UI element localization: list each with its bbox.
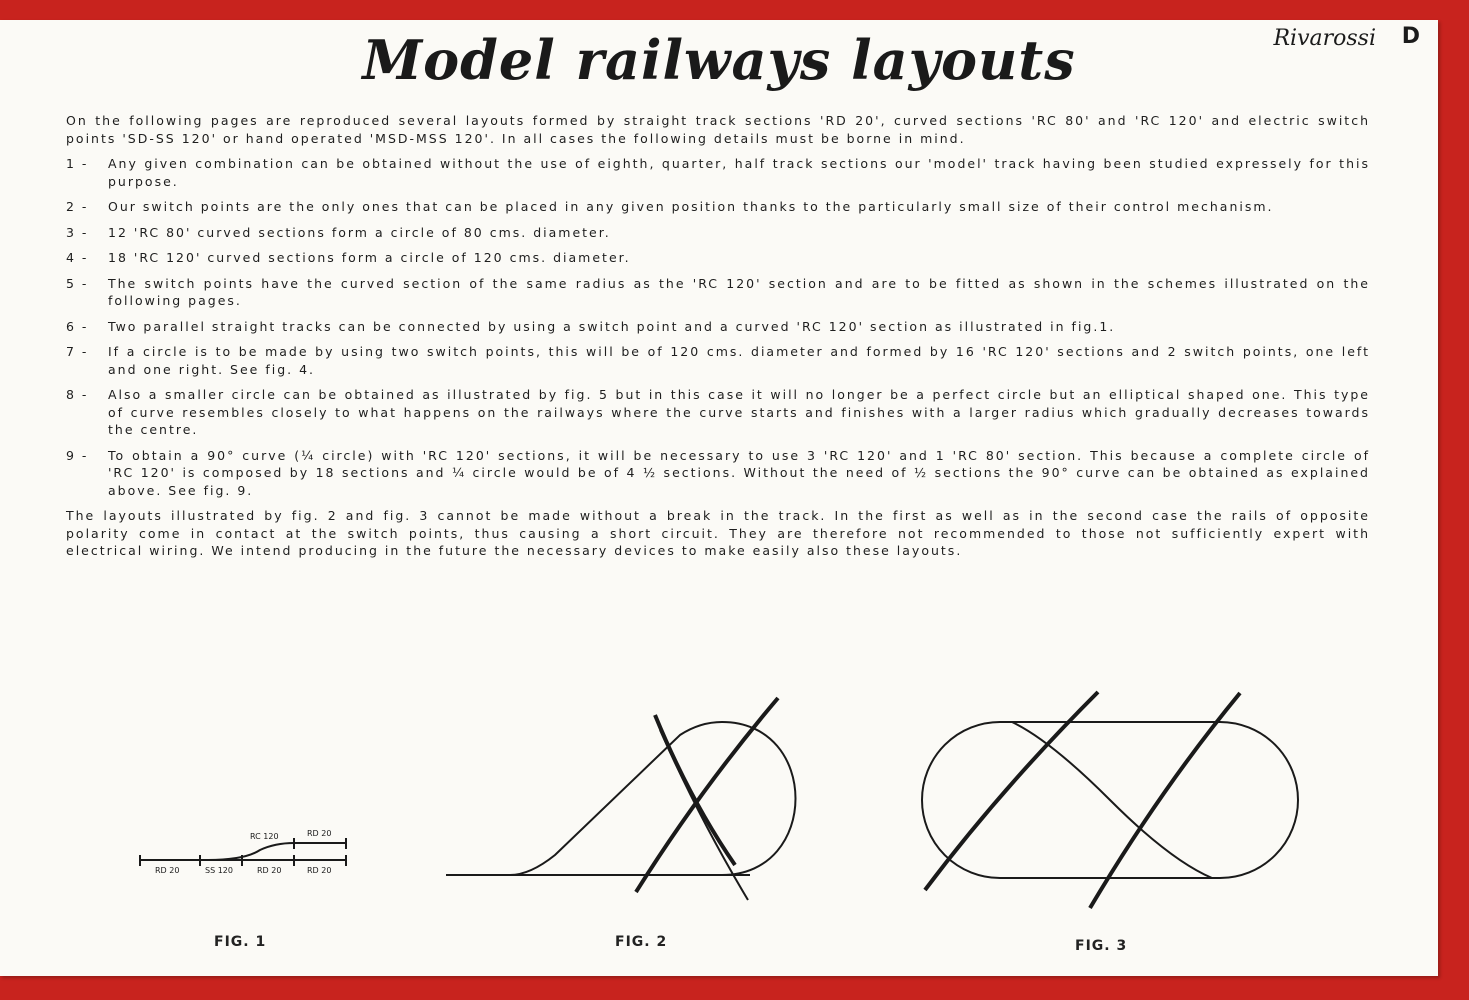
fig1-caption: FIG. 1 [214, 934, 267, 950]
list-item-number: 3 - [66, 224, 89, 240]
list-item-text: The switch points have the curved section of the same radius as the 'RC 120' section and are to be fitted as shown in the schemes illustrated on the following pages. [108, 275, 1370, 308]
fig3-crossover-track [1012, 722, 1212, 878]
closing-paragraph: The layouts illustrated by fig. 2 and fig. 3 cannot be made without a break in the track. In the first as well as in the second case the rails of opposite polarity come in contact at the switch points, thus causing a short circuit. They are therefore not recommended to those not sufficiently expert with electrical wiring. We intend producing in the future the necessary devices to make easily also these layouts. [66, 508, 1370, 558]
fig2-caption: FIG. 2 [615, 934, 668, 950]
fig1-curve-track [208, 843, 294, 860]
fig1-label-rd20-a: RD 20 [155, 866, 180, 875]
fig1-label-rd20-top: RD 20 [307, 829, 332, 838]
fig1-label-rd20-c: RD 20 [307, 866, 332, 875]
page-letter: D [1401, 24, 1420, 49]
brand-logo: Rivarossi [1273, 26, 1376, 51]
list-item-text: If a circle is to be made by using two switch points, this will be of 120 cms. diameter and formed by 16 'RC 120' sections and 2 switch points, one left and one right. See fig. 4. [108, 344, 1370, 377]
fig1-label-rc120: RC 120 [250, 832, 279, 841]
fig1-diagram [140, 838, 346, 866]
fig2-diagonal-track [510, 722, 722, 875]
list-item-number: 6 - [66, 318, 89, 334]
fig2-rail-line [636, 698, 778, 892]
list-item-text: 12 'RC 80' curved sections form a circle of 80 cms. diameter. [108, 224, 611, 240]
fig3-caption: FIG. 3 [1075, 938, 1128, 954]
intro-paragraph: On the following pages are reproduced several layouts formed by straight track sections 'RD 20', curved sections 'RC 80' and 'RC 120' and electric switch points 'SD-SS 120' or hand operated 'MSD-MSS 120'. In all cases the following details must be borne in mind. [66, 113, 1370, 146]
list-item-number: 8 - [66, 387, 89, 402]
fig1-label-ss120: SS 120 [205, 866, 233, 875]
list-item-number: 2 - [66, 199, 89, 214]
list-item-text: Our switch points are the only ones that can be placed in any given position thanks to the particularly small size of their control mechanism. [108, 199, 1274, 214]
list-item-text: Also a smaller circle can be obtained as illustrated by fig. 5 but in this case it will no longer be a perfect circle but an elliptical shaped one. This type of curve resembles closely to what happens on the railways where the curve starts and finishes with a larger radius which gradually decreases towards the centre. [108, 387, 1370, 437]
page-title: Model railways layouts [362, 28, 1076, 92]
fig2-diagram [446, 698, 796, 900]
list-item-number: 9 - [66, 447, 89, 463]
list-item-text: Any given combination can be obtained without the use of eighth, quarter, half track sections our 'model' track having been studied expressely for this purpose. [108, 156, 1370, 189]
fig1-label-rd20-b: RD 20 [257, 866, 282, 875]
list-item-text: To obtain a 90° curve (¼ circle) with 'RC 120' sections, it will be necessary to use 3 'RC 120' and 1 'RC 80' section. This because a complete circle of 'RC 120' is composed by 18 sections and ¼ circle would be of 4 ½ sections. Without the need of ½ sections the 90° curve can be obtained as explained above. See fig. 9. [108, 447, 1370, 498]
list-item-number: 5 - [66, 275, 89, 291]
list-item-text: 18 'RC 120' curved sections form a circle of 120 cms. diameter. [108, 250, 631, 265]
list-item-text: Two parallel straight tracks can be connected by using a switch point and a curved 'RC 120' section as illustrated in fig.1. [108, 318, 1116, 334]
list-item-number: 4 - [66, 250, 89, 265]
list-item-number: 1 - [66, 156, 89, 171]
fig2-loop-track [722, 722, 796, 875]
fig3-diagram [922, 692, 1298, 908]
list-item-number: 7 - [66, 344, 89, 359]
fig3-rail-line [1090, 693, 1240, 908]
